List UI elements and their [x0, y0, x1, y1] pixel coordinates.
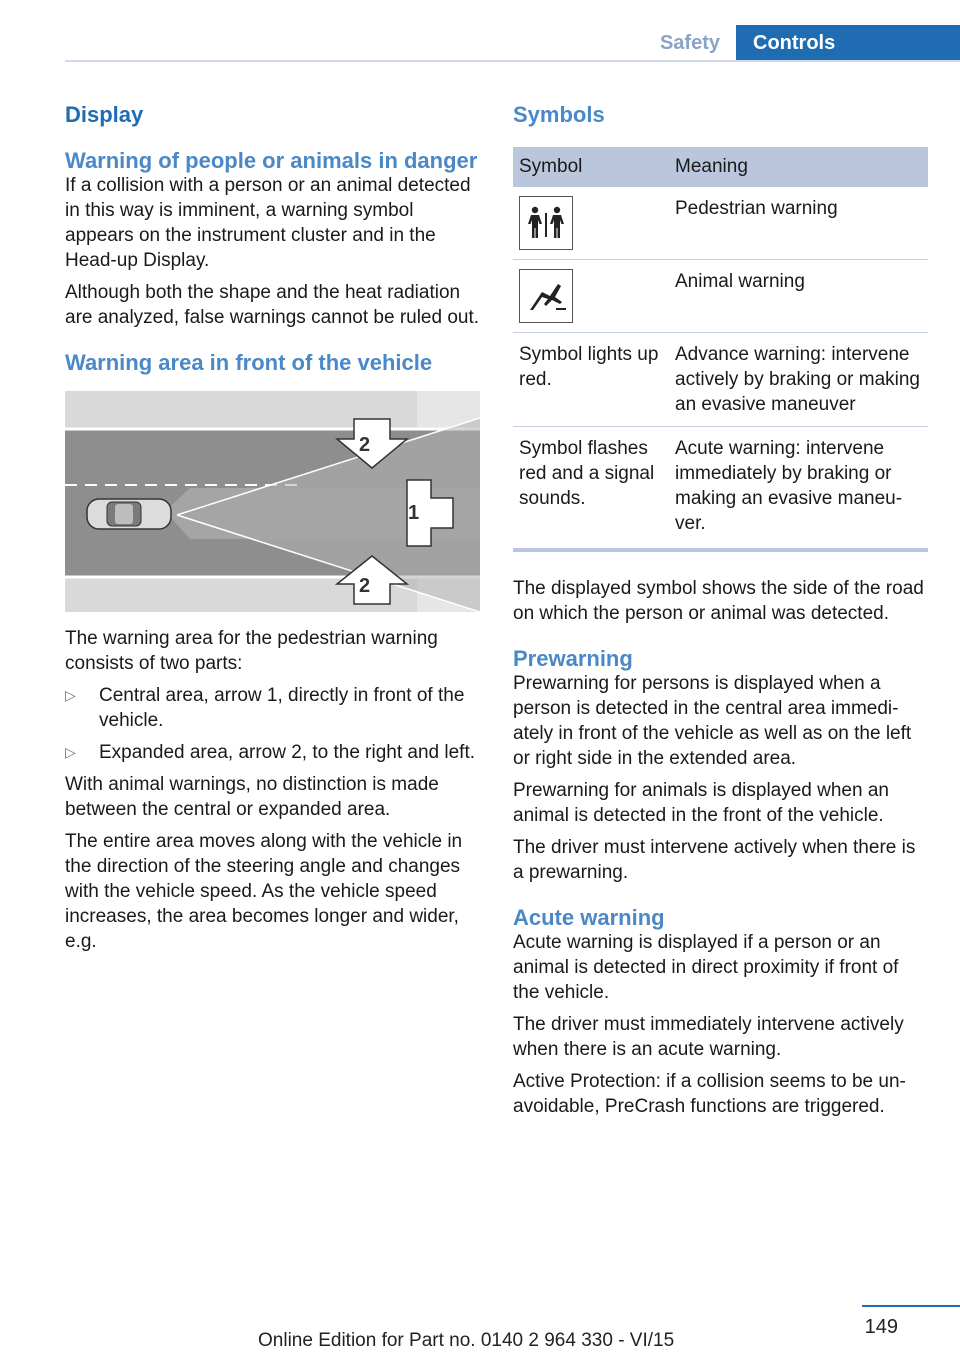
paragraph-active-protection: Active Protection: if a collision seems to be unavoidable, PreCrash functions are triggered. — [513, 1071, 906, 1117]
header-section-safety: Safety — [659, 32, 720, 54]
column-header-symbol: Symbol — [513, 147, 669, 187]
meaning-cell: Pedestrian warning — [669, 187, 928, 260]
symbol-cell: Symbol flashes red and a signal sounds. — [513, 427, 669, 551]
animal-warning-icon — [519, 269, 573, 323]
table-row — [513, 333, 928, 427]
table-row — [513, 260, 928, 333]
symbol-cell: Symbol lights up red. — [513, 333, 669, 427]
table-row — [513, 427, 928, 551]
display-heading: Display — [65, 102, 144, 127]
header-chapter-controls: Controls — [736, 25, 960, 62]
paragraph-animal-warnings: With animal warnings, no distinction is made between the central or expanded area. — [65, 774, 439, 820]
column-header-meaning: Meaning — [669, 147, 928, 187]
table-row — [513, 187, 928, 260]
arrow-2-top-label: 2 — [359, 434, 371, 456]
paragraph-prewarning-intervene: The driver must intervene actively when there is a prewarning. — [513, 837, 916, 883]
edition-note: Online Edition for Part no. 0140 2 964 330 - VI/15 — [258, 1330, 675, 1351]
prewarning-heading: Prewarning — [513, 646, 633, 671]
footer-rule — [862, 1305, 960, 1307]
paragraph-acute-displayed: Acute warning is displayed if a person or an animal is detected in direct proximity if front of the vehicle. — [513, 932, 899, 1003]
symbols-heading: Symbols — [513, 102, 605, 127]
paragraph-false-warnings: Although both the shape and the heat radiation are analyzed, false warnings cannot be ruled out. — [65, 282, 480, 328]
paragraph-displayed-symbol: The displayed symbol shows the side of the road on which the person or animal was detected. — [513, 578, 924, 624]
meaning-cell: Animal warning — [669, 260, 928, 333]
symbols-table — [513, 147, 928, 552]
pedestrian-warning-icon — [519, 196, 573, 250]
left-column — [65, 100, 480, 954]
warning-heading: Warning of people or animals in danger — [65, 148, 478, 173]
page-number: 149 — [864, 1316, 898, 1338]
triangle-bullet-icon: ▷ — [65, 687, 76, 703]
paragraph-acute-intervene: The driver must immediately intervene actively when there is an acute warning. — [513, 1014, 904, 1060]
car-icon — [87, 499, 171, 529]
arrow-1-label: 1 — [408, 502, 420, 524]
acute-warning-heading: Acute warning — [513, 905, 665, 930]
paragraph-warning-area: The warning area for the pedestrian warning consists of two parts: — [65, 628, 438, 674]
paragraph-area-moves: The entire area moves along with the vehicle in the direction of the steering angle and changes with the vehicle speed. As the vehicle speed increases, the area becomes longer and wider, e.g. — [65, 831, 463, 952]
header-rule — [65, 60, 960, 62]
list-item: ▷ Central area, arrow 1, directly in front of the vehicle. — [65, 685, 465, 731]
triangle-bullet-icon: ▷ — [65, 744, 76, 760]
arrow-2-bottom-label: 2 — [359, 575, 371, 597]
paragraph-collision: If a collision with a person or an animal detected in this way is imminent, a warning symbol appears on the instrument cluster and in the Head-up Display. — [65, 175, 471, 271]
area-heading: Warning area in front of the vehicle — [65, 350, 433, 375]
meaning-cell: Acute warning: intervene immediately by braking or making an evasive maneuver. — [669, 427, 928, 551]
paragraph-prewarning-persons: Prewarning for persons is displayed when a person is detected in the central area immediately in front of the vehicle as well as on the left or right side in the extended area. — [513, 673, 912, 769]
warning-area-figure — [65, 391, 480, 612]
paragraph-prewarning-animals: Prewarning for animals is displayed when an animal is detected in the front of the vehicle. — [513, 780, 889, 826]
right-column — [513, 100, 928, 1119]
area-bullet-list — [65, 683, 480, 765]
meaning-cell: Advance warning: intervene actively by braking or making an evasive maneuver — [669, 333, 928, 427]
list-item: ▷ Expanded area, arrow 2, to the right and left. — [65, 742, 476, 763]
